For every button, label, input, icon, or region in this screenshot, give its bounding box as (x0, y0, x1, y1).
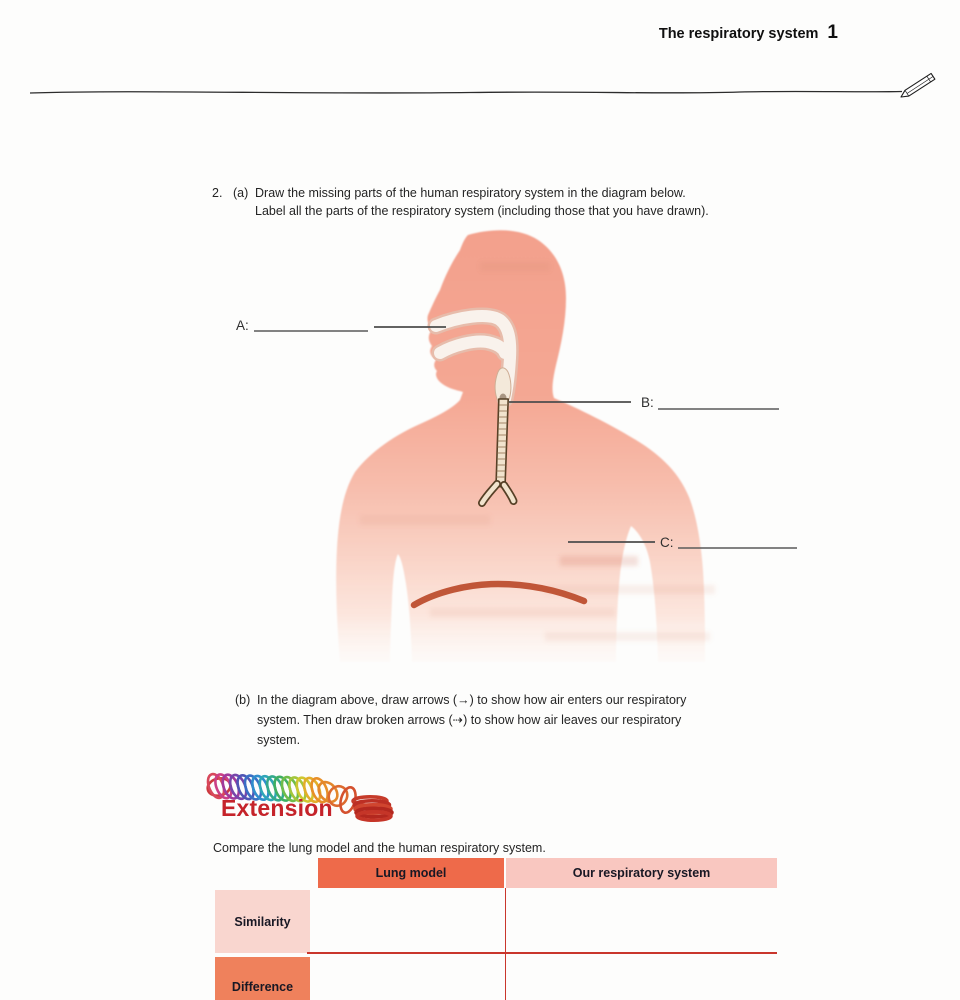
page-number: 1 (827, 22, 838, 43)
question-part-b-label: (b) (235, 693, 251, 707)
question-2b (235, 690, 686, 750)
table-grid-line-horizontal (307, 952, 777, 954)
question-part-b-text: In the diagram above, draw arrows (→) to show how air enters our respiratory system. Then draw broken arrows (⇢) to show how air leaves our respiratory system. (257, 693, 687, 747)
question-part-a-label: (a) (233, 186, 249, 200)
header-divider (0, 0, 960, 115)
diagram-label-a: A: (236, 318, 249, 333)
table-cell-lung-similarity (318, 890, 504, 952)
question-2a (212, 184, 709, 220)
hand-drawn-line (30, 91, 902, 93)
extension-heading: Extension (221, 795, 333, 821)
row-header-similarity: Similarity (215, 890, 310, 953)
comparison-table (215, 858, 777, 1000)
human-body-silhouette (336, 230, 705, 662)
table-cell-lung-difference (318, 955, 504, 1000)
diagram-label-c: C: (660, 535, 674, 550)
question-number: 2. (212, 186, 223, 200)
column-header-our-respiratory-system: Our respiratory system (506, 858, 777, 888)
pencil-icon (901, 73, 935, 97)
diagram-label-b: B: (641, 395, 654, 410)
page-title: The respiratory system (658, 26, 819, 42)
respiratory-system-diagram (200, 222, 812, 674)
table-cell-ours-similarity (507, 890, 777, 952)
question-part-a-text: Draw the missing parts of the human respiratory system in the diagram below. Label all the parts of the respiratory system (including those that you have drawn). (255, 186, 709, 218)
table-grid-line-vertical (505, 888, 507, 1000)
row-header-difference: Difference (215, 957, 310, 1000)
extension-instruction: Compare the lung model and the human respiratory system. (213, 840, 546, 855)
slinky-coil-stack (353, 797, 392, 820)
column-header-lung-model: Lung model (318, 858, 504, 888)
table-cell-ours-difference (507, 955, 777, 1000)
